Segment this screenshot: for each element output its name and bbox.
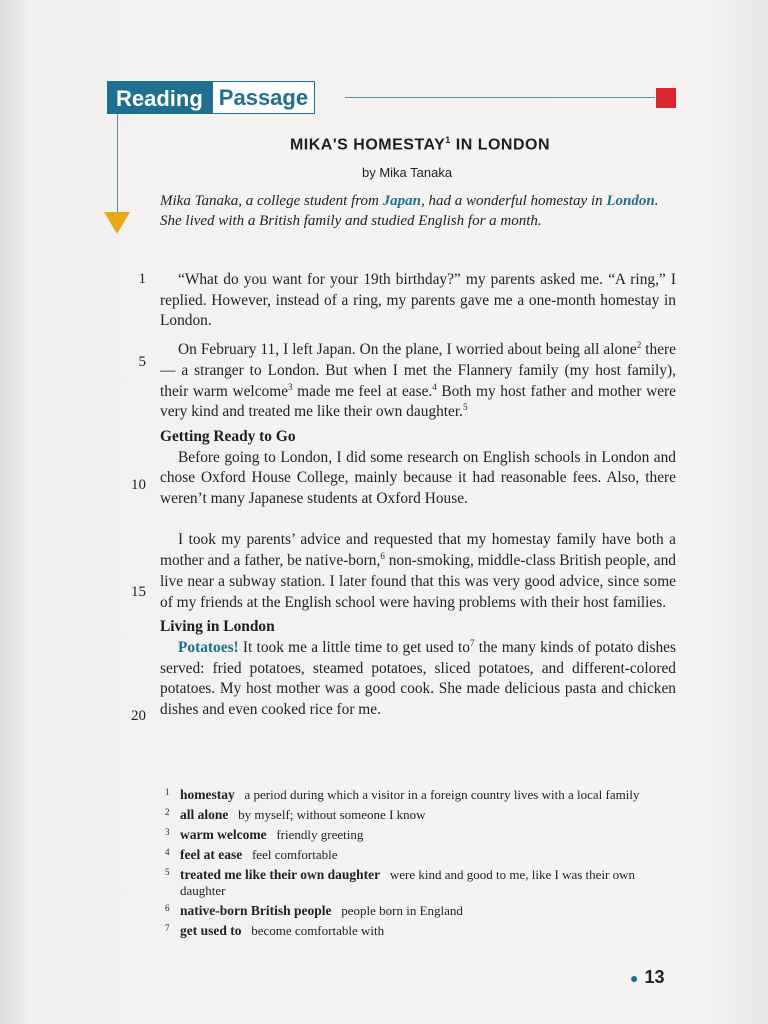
paragraph-gap [160, 510, 676, 531]
footnote-number: 7 [165, 923, 170, 933]
line-number: 20 [131, 708, 146, 724]
footnote-text [180, 827, 675, 843]
footnote-text [180, 923, 675, 939]
footnote-item [165, 923, 675, 939]
line-number: 5 [138, 354, 146, 370]
title-text-rest: IN LONDON [450, 136, 551, 154]
paragraph-text: there — a stranger to London. But when I met the Flannery family (my host family), their warm welcome [160, 341, 676, 400]
footnote-item [165, 787, 675, 803]
footnote-definition: become comfortable with [251, 923, 385, 938]
paragraph-text: the many kinds of potato dishes served: fried potatoes, steamed potatoes, sliced potatoes, and different-colored potatoes. My host mother was a good cook. She made delicious pasta and chicken dishes and even cooked rice for me. [160, 638, 676, 719]
footnote-item [165, 903, 675, 919]
line-number: 10 [131, 477, 146, 493]
footnote-definition: were kind and good to me, like I was their own daughter [180, 867, 635, 898]
paragraph-text: I took my parents’ advice and requested that my homestay family have both a mother and a father, be native-born, [160, 531, 676, 570]
tab-label-reading: Reading [107, 81, 212, 114]
paragraph-2 [160, 340, 676, 423]
footnote-number: 3 [165, 827, 170, 837]
footnote-term: homestay [180, 787, 235, 802]
footnote-text [180, 787, 675, 803]
footnote-item [165, 807, 675, 823]
tab-label-passage: Passage [212, 81, 315, 114]
intro-text: . She lived with a British family and studied English for a month. [160, 193, 659, 229]
intro-text: Mika Tanaka, a college student from [160, 193, 383, 209]
paragraph-text: On February 11, I left Japan. On the plane, I worried about being all alone [178, 341, 637, 359]
byline: by Mika Tanaka [362, 165, 453, 180]
footnote-term: feel at ease [180, 847, 243, 862]
footnote-ref: 7 [469, 637, 475, 648]
heading-getting-ready: Getting Ready to Go [160, 427, 296, 445]
footnote-ref: 2 [636, 339, 642, 350]
reading-passage-tab [107, 81, 315, 114]
footnote-number: 4 [165, 847, 170, 857]
footnotes [165, 787, 675, 943]
paragraph-3: Before going to London, I did some research on English schools in London and chose Oxford House College, mainly because it had reasonable fees. Also, there weren’t many Japanese students at Oxford House. [160, 448, 676, 508]
red-square-marker [656, 88, 676, 108]
title-footnote-ref: 1 [445, 135, 451, 145]
footnote-text [180, 807, 675, 823]
footnote-term: warm welcome [180, 827, 267, 842]
down-arrow-icon [104, 212, 130, 234]
footnote-ref: 6 [380, 551, 385, 561]
highlight-potatoes: Potatoes! [178, 638, 239, 656]
footnote-text [180, 903, 675, 919]
footnote-ref: 4 [432, 381, 437, 392]
paragraph-text: Both my host father and mother were very kind and treated me like their own daughter. [160, 382, 677, 421]
footnote-item [165, 847, 675, 863]
footnote-term: get used to [180, 923, 242, 938]
footnote-term: all alone [180, 807, 229, 822]
footnote-text [180, 847, 675, 863]
footnote-number: 1 [165, 787, 170, 797]
intro-highlight-japan: Japan [382, 193, 421, 209]
footnote-term: native-born British people [180, 903, 332, 918]
paragraph-1: “What do you want for your 19th birthday?” my parents asked me. “A ring,” I replied. However, instead of a ring, my parents gave me a one-month homestay in London. [160, 271, 676, 330]
title-text: MIKA'S HOMESTAY [289, 136, 446, 154]
footnote-number: 6 [165, 903, 170, 913]
line-number: 15 [131, 584, 146, 600]
footnote-definition: a period during which a visitor in a foreign country lives with a local family [244, 787, 640, 802]
passage-title [160, 135, 680, 154]
footnote-term: treated me like their own daughter [180, 867, 381, 882]
bullet-icon: ● [630, 970, 639, 986]
paragraph-text: made me feel at ease. [292, 382, 433, 400]
passage-body [160, 270, 676, 721]
footnote-ref: 5 [463, 402, 468, 413]
line-number: 1 [138, 271, 146, 287]
vertical-rule [117, 114, 118, 214]
intro-highlight-london: London [606, 193, 655, 209]
footnote-text [180, 867, 675, 899]
footnote-ref: 3 [288, 381, 293, 392]
header-rule [345, 97, 655, 98]
page-footer [630, 967, 665, 988]
footnote-item [165, 867, 675, 899]
page-number: 13 [644, 967, 665, 987]
paragraph-text: non-smoking, middle-class British people, and live near a subway station. I later found that this was very good advice, since some of my friends at the English school were having problems with their host families. [160, 552, 676, 611]
paragraph-4 [160, 530, 676, 613]
footnote-definition: friendly greeting [276, 827, 364, 842]
footnote-item [165, 827, 675, 843]
heading-living-in-london: Living in London [160, 618, 275, 636]
intro-text: , had a wonderful homestay in [420, 193, 607, 209]
paragraph-text: It took me a little time to get used to [238, 638, 470, 656]
paragraph-5 [160, 638, 676, 721]
footnote-number: 5 [165, 867, 170, 877]
footnote-definition: by myself; without someone I know [238, 807, 426, 822]
footnote-definition: feel comfortable [251, 847, 338, 862]
intro-paragraph [160, 191, 670, 231]
footnote-number: 2 [165, 807, 170, 817]
footnote-definition: people born in England [341, 903, 463, 918]
